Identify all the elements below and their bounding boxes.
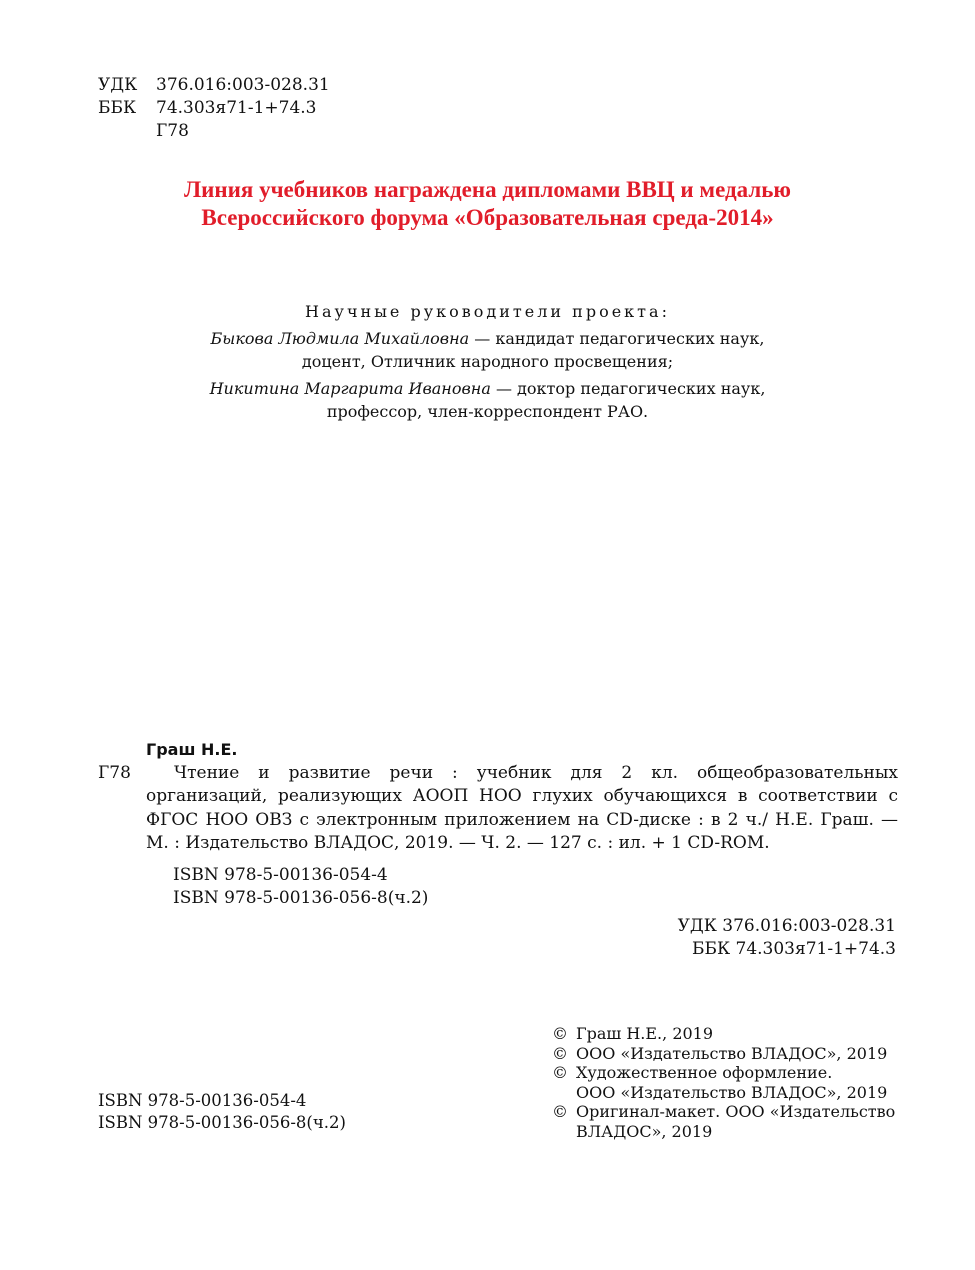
biblio-udk: УДК 376.016:003-028.31 <box>677 915 896 936</box>
leader-1 <box>140 327 835 373</box>
copyright-3-text-b: ООО «Издательство ВЛАДОС», 2019 <box>576 1082 888 1102</box>
copyright-4-text-a: Оригинал-макет. ООО «Издательство <box>576 1102 896 1121</box>
isbn-block <box>98 1090 346 1134</box>
leader-1-title: — кандидат педагогических наук, <box>469 329 765 348</box>
award-line-1: Линия учебников награждена дипломами ВВЦ и медалью <box>184 177 791 202</box>
award-notice <box>40 176 935 232</box>
biblio-author: Граш Н.Е. <box>146 740 238 759</box>
copyright-1 <box>552 1024 912 1044</box>
leader-1-title-cont: доцент, Отличник народного просвещения; <box>301 352 674 371</box>
copyright-4-text-b: ВЛАДОС», 2019 <box>576 1121 713 1141</box>
copyright-symbol: © <box>552 1043 568 1063</box>
biblio-entry <box>98 762 898 856</box>
biblio-bbk: ББК 74.303я71-1+74.3 <box>691 939 896 959</box>
leader-2-title-cont: профессор, член-корреспондент РАО. <box>326 402 649 421</box>
copyright-symbol: © <box>552 1024 568 1043</box>
copyright-3 <box>552 1063 912 1102</box>
leader-1-name: Быкова Людмила Михайловна <box>210 329 470 348</box>
bibliographic-record <box>98 738 898 962</box>
leader-2-name: Никитина Маргарита Ивановна <box>209 379 491 398</box>
isbn-2: ISBN 978-5-00136-056-8(ч.2) <box>98 1113 346 1132</box>
copyright-1-text: Граш Н.Е., 2019 <box>576 1024 714 1043</box>
bbk-row <box>98 97 330 120</box>
project-leaders <box>140 300 835 427</box>
leader-2 <box>140 377 835 423</box>
author-mark: Г78 <box>156 121 189 141</box>
copyright-symbol: © <box>552 1102 568 1121</box>
copyright-symbol: © <box>552 1063 568 1082</box>
udk-value: 376.016:003-028.31 <box>156 75 330 95</box>
isbn-1: ISBN 978-5-00136-054-4 <box>98 1091 307 1110</box>
biblio-isbn-2: ISBN 978-5-00136-056-8(ч.2) <box>173 888 429 908</box>
biblio-code: Г78 <box>98 762 131 783</box>
udk-row <box>98 74 330 97</box>
leader-2-title: — доктор педагогических наук, <box>490 379 766 398</box>
award-line-2: Всероссийского форума «Образовательная среда-2014» <box>201 205 774 230</box>
leaders-heading: Научные руководители проекта: <box>305 302 670 321</box>
udk-label: УДК <box>98 75 138 95</box>
copyright-2-text: ООО «Издательство ВЛАДОС», 2019 <box>576 1043 888 1063</box>
biblio-isbn-1: ISBN 978-5-00136-054-4 <box>173 864 388 885</box>
copyright-notices <box>552 1024 912 1141</box>
copyright-4 <box>552 1102 912 1141</box>
copyright-3-text-a: Художественное оформление. <box>576 1063 833 1082</box>
copyright-2 <box>552 1044 912 1064</box>
biblio-indexes <box>98 915 898 962</box>
biblio-description: Чтение и развитие речи : учебник для 2 кл. общеобразовательных организаций, реализующих АООП НОО глухих обучающихся в соответствии с ФГОС НОО ОВЗ с электронным приложением на CD-диске : в 2 ч./ Н.Е. Граш. — М. : Издательство ВЛАДОС, 2019. — Ч. 2. — 127 с. : ил. + 1 CD-ROM. <box>146 762 898 853</box>
bbk-value: 74.303я71-1+74.3 <box>156 98 317 118</box>
classification-codes <box>98 74 330 143</box>
biblio-isbns <box>98 864 898 911</box>
bbk-label: ББК <box>98 98 137 118</box>
